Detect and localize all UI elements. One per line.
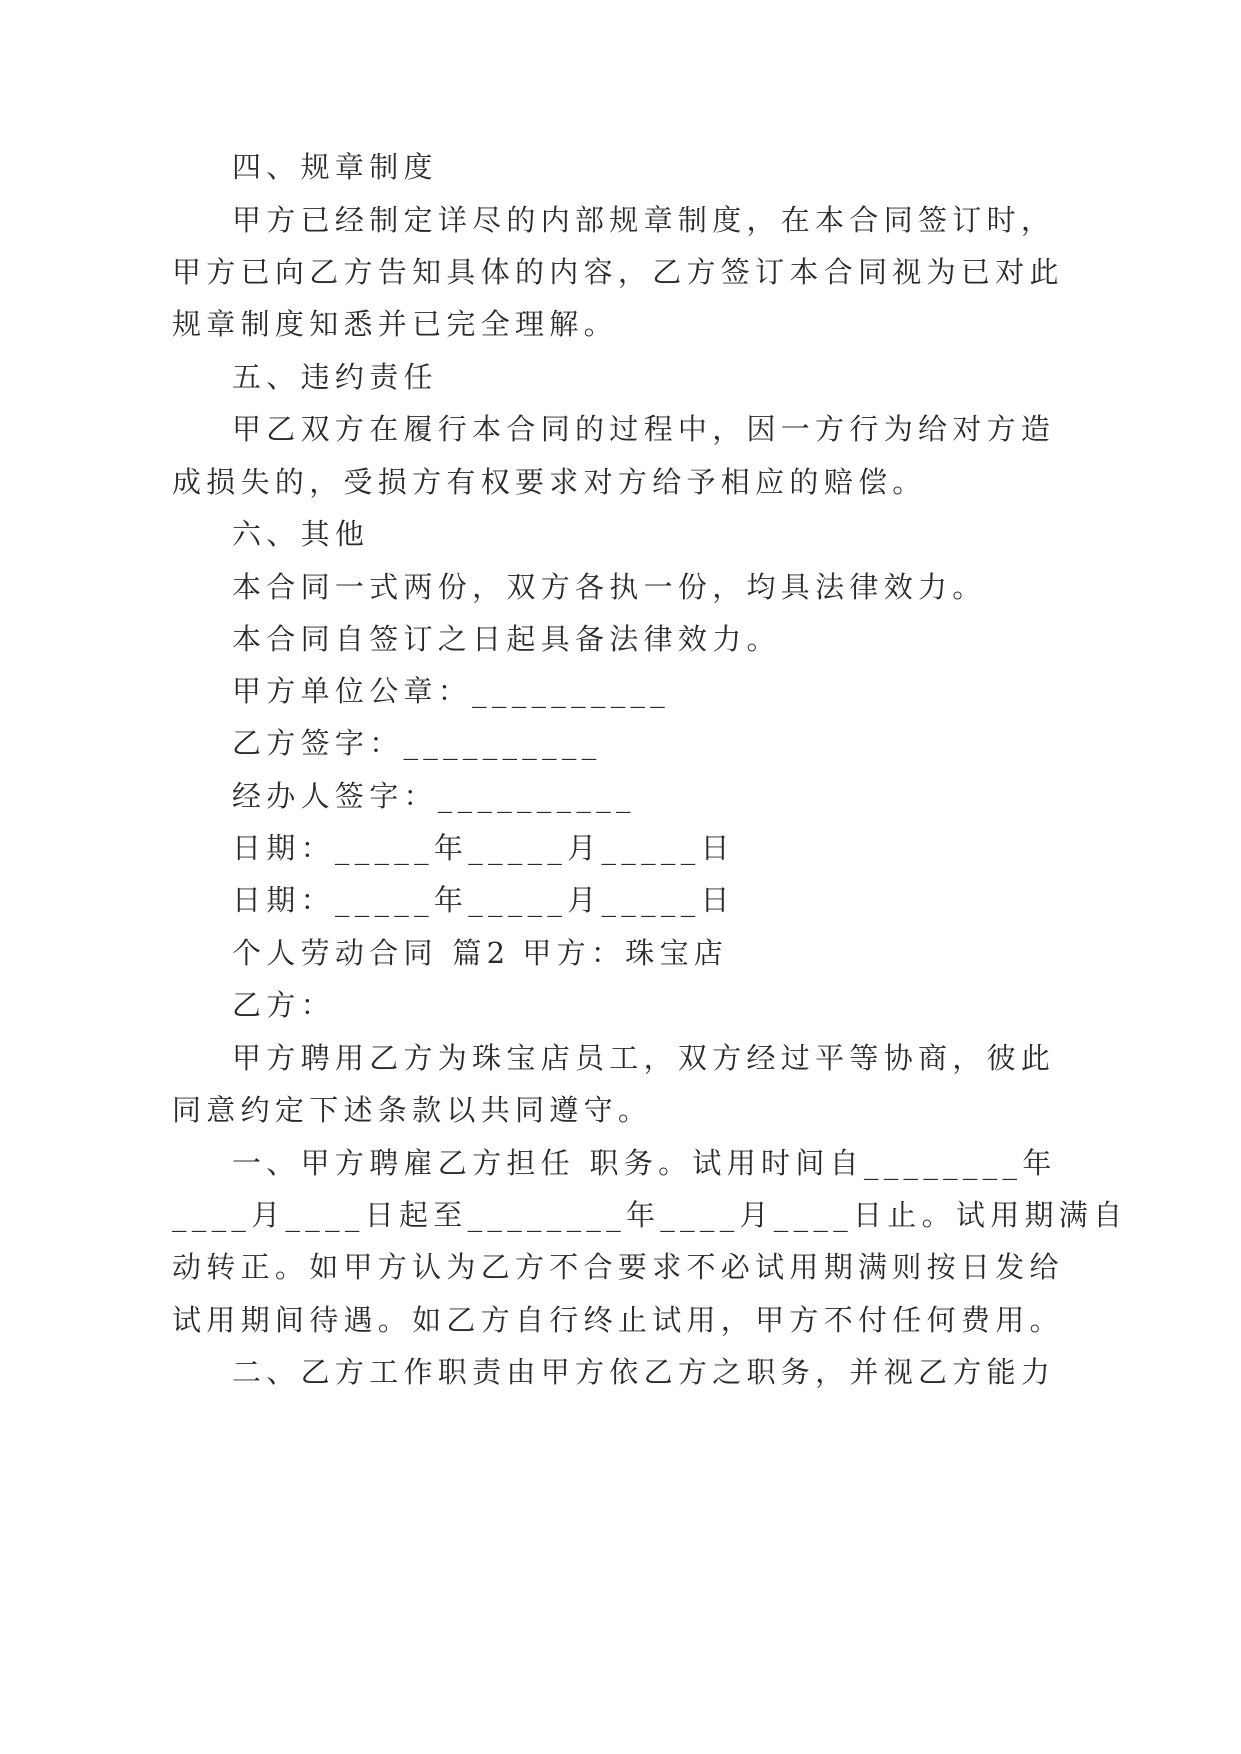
paragraph-line: 甲方聘用乙方为珠宝店员工，双方经过平等协商，彼此 <box>232 1041 1056 1075</box>
paragraph-line: 成损失的，受损方有权要求对方给予相应的赔偿。 <box>172 465 927 499</box>
clause-2-line: 二、乙方工作职责由甲方依乙方之职务，并视乙方能力 <box>232 1355 1056 1389</box>
paragraph-line: 甲乙双方在履行本合同的过程中，因一方行为给对方造 <box>232 412 1056 446</box>
contract-title-part-2: 个人劳动合同 篇2 甲方：珠宝店 <box>232 936 729 970</box>
paragraph-line: 甲方已经制定详尽的内部规章制度，在本合同签订时， <box>232 203 1056 237</box>
section-heading-other: 六、其他 <box>232 517 370 551</box>
section-heading-rules: 四、规章制度 <box>232 150 438 184</box>
paragraph-line: 甲方已向乙方告知具体的内容，乙方签订本合同视为已对此 <box>172 255 1064 289</box>
paragraph-line: 本合同自签订之日起具备法律效力。 <box>232 622 781 656</box>
clause-1-line: 一、甲方聘雇乙方担任 职务。试用时间自________年 <box>232 1146 1057 1180</box>
clause-1-line: 试用期间待遇。如乙方自行终止试用，甲方不付任何费用。 <box>172 1303 1064 1337</box>
paragraph-line: 规章制度知悉并已完全理解。 <box>172 307 618 341</box>
paragraph-line: 同意约定下述条款以共同遵守。 <box>172 1093 653 1127</box>
date-field: 日期：_____年_____月_____日 <box>232 831 735 865</box>
signature-field-handler: 经办人签字：__________ <box>232 779 636 813</box>
signature-field-party-b: 乙方签字：__________ <box>232 726 602 760</box>
clause-1-line: 动转正。如甲方认为乙方不合要求不必试用期满则按日发给 <box>172 1250 1064 1284</box>
party-b-line: 乙方： <box>232 988 335 1022</box>
clause-1-line: ____月____日起至________年____月____日止。试用期满自 <box>172 1198 1128 1232</box>
signature-field-party-a-seal: 甲方单位公章：__________ <box>232 674 671 708</box>
paragraph-line: 本合同一式两份，双方各执一份，均具法律效力。 <box>232 570 987 604</box>
date-field: 日期：_____年_____月_____日 <box>232 883 735 917</box>
section-heading-liability: 五、违约责任 <box>232 360 438 394</box>
